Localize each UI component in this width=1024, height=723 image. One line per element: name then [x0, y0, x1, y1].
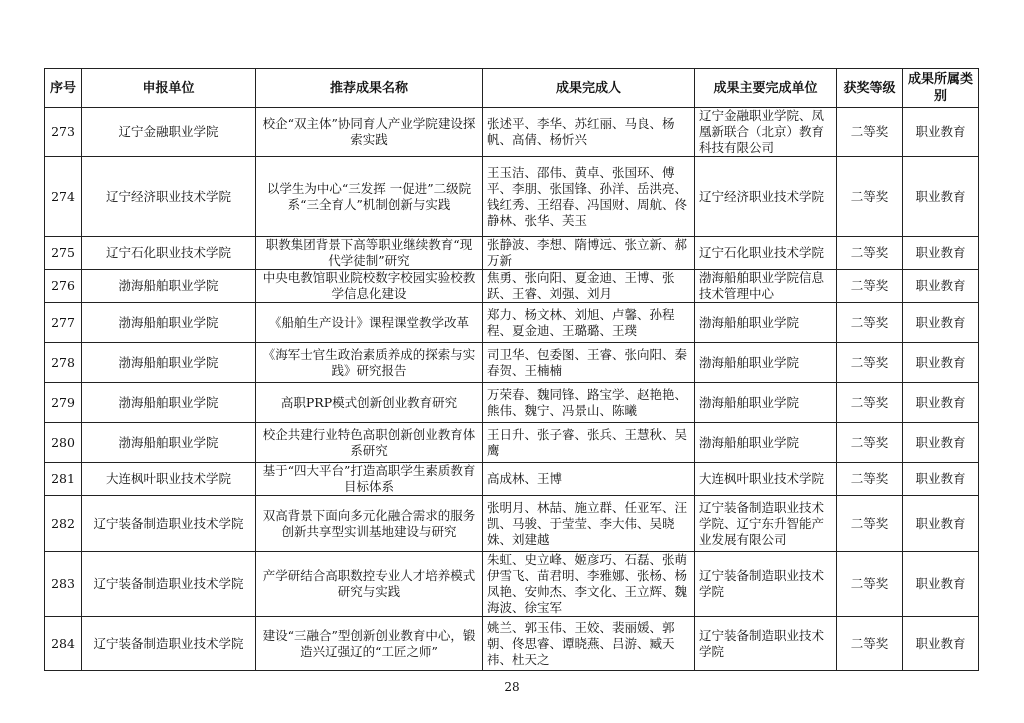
cell-people: 姚兰、郭玉伟、王姣、裴丽媛、郭朝、佟思睿、谭晓燕、吕游、臧天祎、杜天之 — [483, 617, 695, 671]
table-header-row — [45, 69, 979, 108]
cell-category: 职业教育 — [903, 270, 979, 303]
cell-unit: 辽宁装备制造职业技术学院 — [82, 496, 256, 552]
cell-no: 277 — [45, 303, 82, 343]
page-number: 28 — [504, 680, 520, 694]
cell-no: 275 — [45, 237, 82, 270]
cell-title: 双高背景下面向多元化融合需求的服务创新共享型实训基地建设与研究 — [256, 496, 483, 552]
cell-title: 以学生为中心“三发挥 一促进”二级院系“三全育人”机制创新与实践 — [256, 157, 483, 237]
header-org: 成果主要完成单位 — [695, 69, 837, 108]
cell-category: 职业教育 — [903, 383, 979, 423]
cell-no: 283 — [45, 552, 82, 617]
table-row — [45, 383, 979, 423]
cell-people: 张明月、林喆、施立群、任亚军、汪凯、马骏、于莹莹、李大伟、吴晓姝、刘建越 — [483, 496, 695, 552]
table-row — [45, 552, 979, 617]
cell-award: 二等奖 — [837, 552, 903, 617]
table-row — [45, 423, 979, 463]
cell-unit: 辽宁装备制造职业技术学院 — [82, 552, 256, 617]
cell-unit: 渤海船舶职业学院 — [82, 303, 256, 343]
cell-category: 职业教育 — [903, 108, 979, 157]
cell-category: 职业教育 — [903, 343, 979, 383]
cell-category: 职业教育 — [903, 157, 979, 237]
cell-category: 职业教育 — [903, 496, 979, 552]
header-title: 推荐成果名称 — [256, 69, 483, 108]
header-category: 成果所属类别 — [903, 69, 979, 108]
header-no: 序号 — [45, 69, 82, 108]
table-row — [45, 463, 979, 496]
cell-org: 辽宁装备制造职业技术学院、辽宁东升智能产业发展有限公司 — [695, 496, 837, 552]
cell-award: 二等奖 — [837, 237, 903, 270]
cell-people: 焦勇、张向阳、夏金迪、王博、张跃、王睿、刘强、刘月 — [483, 270, 695, 303]
table-row — [45, 108, 979, 157]
cell-org: 渤海船舶职业学院信息技术管理中心 — [695, 270, 837, 303]
cell-title: 《船舶生产设计》课程课堂教学改革 — [256, 303, 483, 343]
cell-award: 二等奖 — [837, 343, 903, 383]
awards-table — [44, 68, 979, 671]
table-row — [45, 617, 979, 671]
cell-no: 278 — [45, 343, 82, 383]
cell-no: 280 — [45, 423, 82, 463]
cell-org: 辽宁金融职业学院、凤凰新联合（北京）教育科技有限公司 — [695, 108, 837, 157]
cell-org: 渤海船舶职业学院 — [695, 423, 837, 463]
cell-category: 职业教育 — [903, 237, 979, 270]
cell-award: 二等奖 — [837, 496, 903, 552]
cell-no: 273 — [45, 108, 82, 157]
cell-org: 辽宁经济职业技术学院 — [695, 157, 837, 237]
cell-no: 274 — [45, 157, 82, 237]
cell-people: 王日升、张子睿、张兵、王慧秋、吴鹰 — [483, 423, 695, 463]
table-row — [45, 343, 979, 383]
cell-org: 辽宁石化职业技术学院 — [695, 237, 837, 270]
cell-unit: 渤海船舶职业学院 — [82, 270, 256, 303]
cell-people: 万荣春、魏同锋、路宝学、赵艳艳、熊伟、魏宁、冯景山、陈曦 — [483, 383, 695, 423]
cell-unit: 渤海船舶职业学院 — [82, 383, 256, 423]
cell-category: 职业教育 — [903, 303, 979, 343]
cell-no: 281 — [45, 463, 82, 496]
cell-unit: 大连枫叶职业技术学院 — [82, 463, 256, 496]
cell-people: 张静波、李想、隋博远、张立新、郝万新 — [483, 237, 695, 270]
cell-org: 渤海船舶职业学院 — [695, 343, 837, 383]
cell-award: 二等奖 — [837, 617, 903, 671]
cell-unit: 渤海船舶职业学院 — [82, 423, 256, 463]
header-people: 成果完成人 — [483, 69, 695, 108]
cell-no: 282 — [45, 496, 82, 552]
cell-people: 高成林、王博 — [483, 463, 695, 496]
table-row — [45, 237, 979, 270]
cell-category: 职业教育 — [903, 423, 979, 463]
table-body — [45, 108, 979, 671]
cell-people: 王玉洁、邵伟、黄卓、张国环、傅平、李朋、张国锋、孙洋、岳洪亮、钱红秀、王绍春、冯国财、周航、佟静林、张华、芙玉 — [483, 157, 695, 237]
cell-category: 职业教育 — [903, 552, 979, 617]
cell-people: 司卫华、包委图、王睿、张向阳、秦春贺、王楠楠 — [483, 343, 695, 383]
cell-no: 276 — [45, 270, 82, 303]
cell-award: 二等奖 — [837, 383, 903, 423]
cell-award: 二等奖 — [837, 423, 903, 463]
header-unit: 申报单位 — [82, 69, 256, 108]
cell-award: 二等奖 — [837, 463, 903, 496]
cell-title: 中央电教馆职业院校数字校园实验校教学信息化建设 — [256, 270, 483, 303]
cell-org: 大连枫叶职业技术学院 — [695, 463, 837, 496]
cell-title: 职教集团背景下高等职业继续教育“现代学徒制”研究 — [256, 237, 483, 270]
header-award: 获奖等级 — [837, 69, 903, 108]
cell-title: 基于“四大平台”打造高职学生素质教育目标体系 — [256, 463, 483, 496]
cell-award: 二等奖 — [837, 303, 903, 343]
cell-unit: 辽宁金融职业学院 — [82, 108, 256, 157]
cell-org: 辽宁装备制造职业技术学院 — [695, 552, 837, 617]
cell-award: 二等奖 — [837, 270, 903, 303]
cell-award: 二等奖 — [837, 108, 903, 157]
cell-org: 渤海船舶职业学院 — [695, 383, 837, 423]
cell-title: 校企“双主体”协同育人产业学院建设探索实践 — [256, 108, 483, 157]
cell-people: 朱虹、史立峰、姬彦巧、石磊、张萌伊雪飞、苗君明、李雅娜、张杨、杨凤艳、安帅杰、李文化、王立辉、魏海波、徐宝军 — [483, 552, 695, 617]
cell-no: 284 — [45, 617, 82, 671]
cell-org: 渤海船舶职业学院 — [695, 303, 837, 343]
cell-title: 产学研结合高职数控专业人才培养模式研究与实践 — [256, 552, 483, 617]
table-row — [45, 157, 979, 237]
cell-category: 职业教育 — [903, 617, 979, 671]
table-row — [45, 270, 979, 303]
cell-no: 279 — [45, 383, 82, 423]
cell-category: 职业教育 — [903, 463, 979, 496]
cell-unit: 辽宁装备制造职业技术学院 — [82, 617, 256, 671]
cell-title: 校企共建行业特色高职创新创业教育体系研究 — [256, 423, 483, 463]
cell-title: 建设“三融合”型创新创业教育中心，锻造兴辽强辽的“工匠之师” — [256, 617, 483, 671]
cell-unit: 辽宁石化职业技术学院 — [82, 237, 256, 270]
cell-title: 《海军士官生政治素质养成的探索与实践》研究报告 — [256, 343, 483, 383]
table-row — [45, 496, 979, 552]
table-row — [45, 303, 979, 343]
cell-people: 郑力、杨文林、刘旭、卢馨、孙程程、夏金迪、王璐璐、王璞 — [483, 303, 695, 343]
cell-award: 二等奖 — [837, 157, 903, 237]
cell-unit: 辽宁经济职业技术学院 — [82, 157, 256, 237]
cell-title: 高职PRP模式创新创业教育研究 — [256, 383, 483, 423]
cell-unit: 渤海船舶职业学院 — [82, 343, 256, 383]
cell-people: 张述平、李华、苏红丽、马良、杨帆、高倩、杨忻兴 — [483, 108, 695, 157]
cell-org: 辽宁装备制造职业技术学院 — [695, 617, 837, 671]
